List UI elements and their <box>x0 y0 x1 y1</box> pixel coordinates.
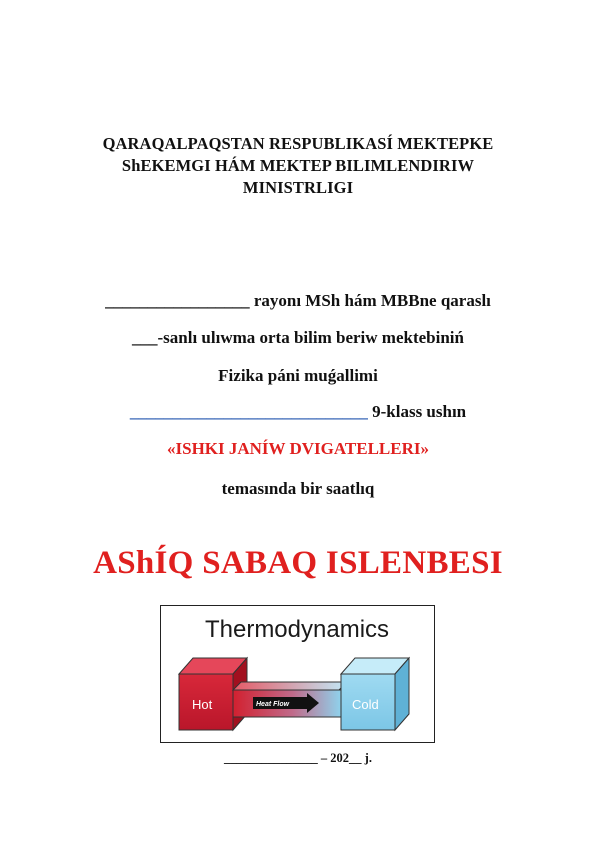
teacher-name-blank: ____________________________ <box>129 402 368 421</box>
topic-title: «ISHKI JANÍW DVIGATELLERI» <box>167 439 429 458</box>
district-blank: _________________ <box>105 291 250 310</box>
grade-text: 9-klass ushın <box>367 402 467 421</box>
school-number-text: -sanlı ulıwma orta bilim beriw mektebiniń <box>157 328 464 347</box>
heat-flow-label: Heat Flow <box>256 701 290 708</box>
date-blank: _______________ <box>224 751 318 765</box>
date-text: – 202__ j. <box>317 751 372 765</box>
ministry-line-3: MINISTRLIGI <box>242 178 354 197</box>
heat-bar <box>233 682 347 717</box>
hot-label: Hot <box>192 697 213 712</box>
heat-flow-illustration <box>161 606 434 742</box>
ministry-line-1: QARAQALPAQSTAN RESPUBLIKASÍ MEKTEPKE <box>102 134 494 153</box>
school-number-blank: ___ <box>132 328 158 347</box>
cold-label: Cold <box>352 697 379 712</box>
thermodynamics-figure <box>160 605 435 743</box>
document-heading: AShÍQ SABAQ ISLENBESI <box>93 545 503 581</box>
figure-title: Thermodynamics <box>204 616 390 643</box>
district-text: rayonı MSh hám MBBne qaraslı <box>249 291 491 310</box>
ministry-header <box>0 133 596 199</box>
topic-subtitle: temasında bir saatlıq <box>221 479 375 498</box>
school-number-line <box>0 327 596 349</box>
district-line <box>0 290 596 312</box>
ministry-line-2: ShEKEMGI HÁM MEKTEP BILIMLENDIRIW <box>121 156 475 175</box>
date-line <box>0 751 596 766</box>
teacher-grade-line <box>0 401 596 423</box>
teacher-title: Fizika páni muǵallimi <box>218 366 378 385</box>
cold-block <box>341 658 409 730</box>
